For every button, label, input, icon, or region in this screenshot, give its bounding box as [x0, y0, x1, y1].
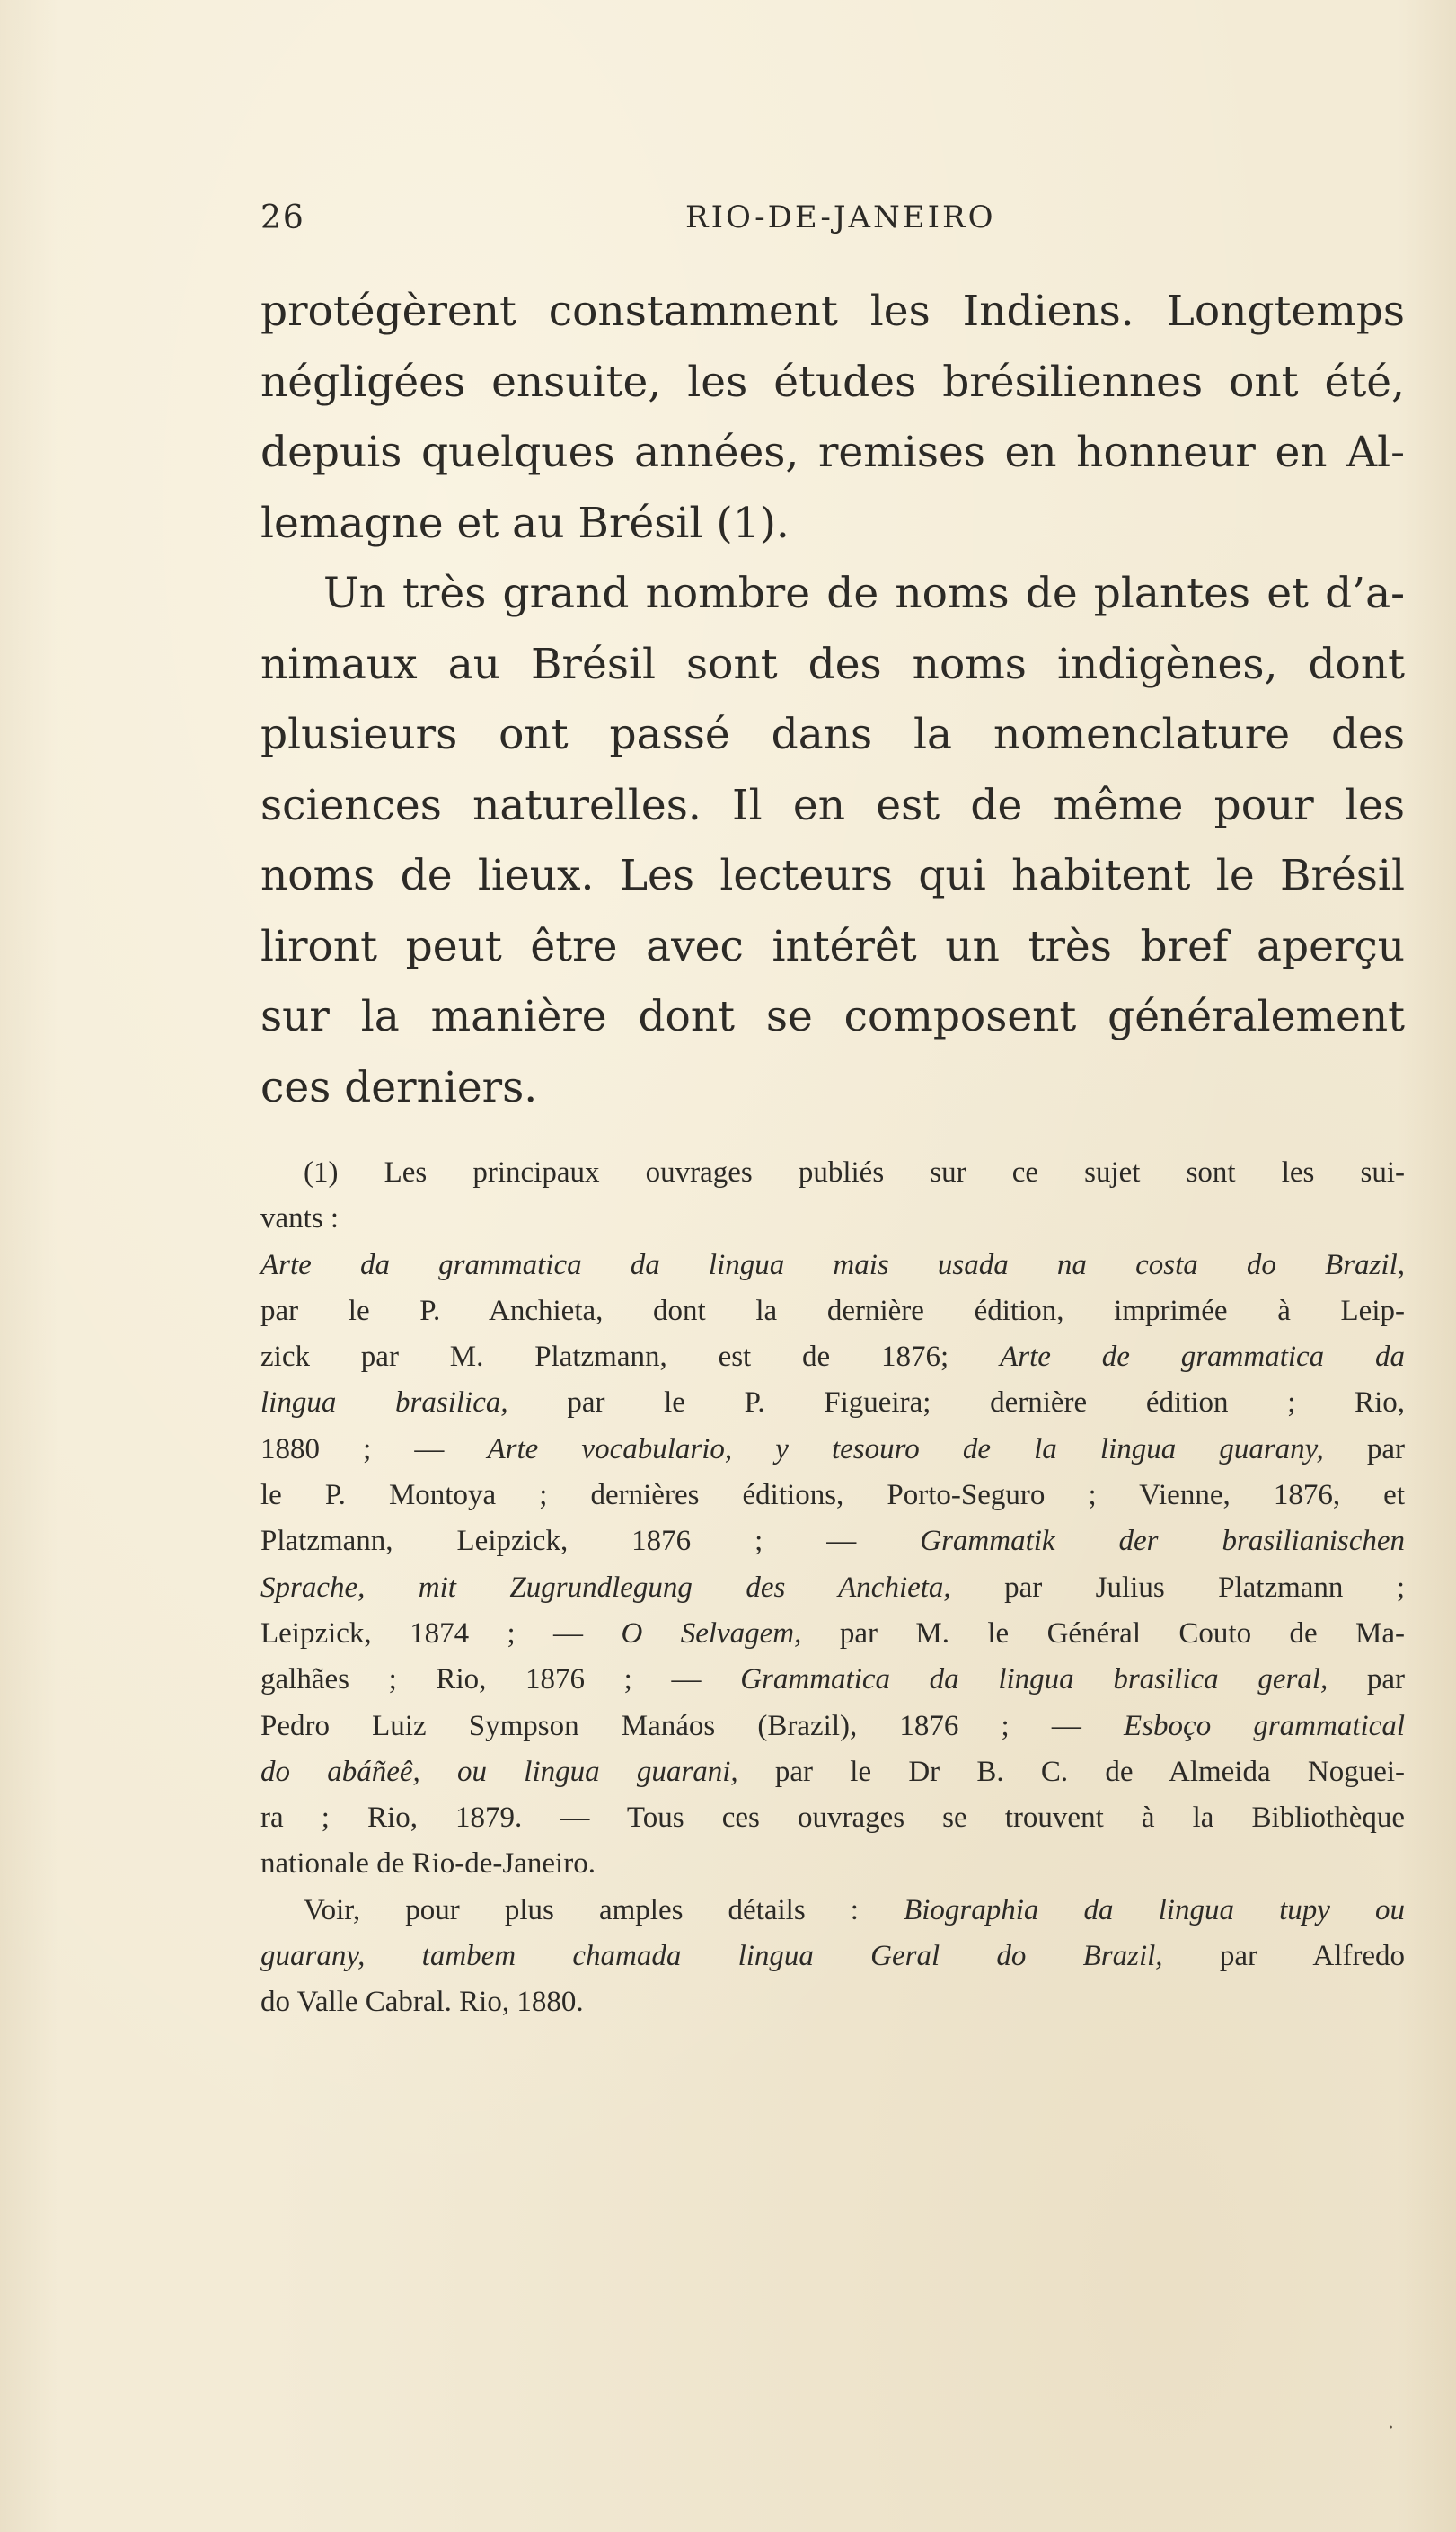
footnote-line	[260, 1334, 1405, 1380]
footnote-text: zick par M. Platzmann, est de 1876;	[260, 1341, 949, 1374]
text-line: protégèrent constamment les Indiens. Longtemps	[260, 287, 1405, 336]
footnote-text: Pedro Luiz Sympson Manáos (Brazil), 1876 ; —	[260, 1709, 1081, 1742]
text-line: lemagne et au Brésil (1).	[260, 498, 790, 548]
footnote-line: ra ; Rio, 1879. — Tous ces ouvrages se trouvent à la Bibliothèque	[260, 1802, 1405, 1835]
footnote-line: vants :	[260, 1202, 340, 1235]
footnote-text: Platzmann, Leipzick, 1876 ; —	[260, 1525, 857, 1558]
footnote-line	[260, 1704, 1405, 1749]
work-title: do abáñeê, ou lingua guarani,	[260, 1755, 738, 1788]
footnote-line	[260, 1565, 1405, 1611]
text-line: sciences naturelles. Il en est de même pour les	[260, 780, 1405, 830]
footnote-text: galhães ; Rio, 1876 ; —	[260, 1663, 702, 1696]
text-line: liront peut être avec intérêt un très bref aperçu	[260, 921, 1405, 971]
footnote-line	[260, 1243, 1405, 1288]
page-number: 26	[260, 199, 305, 236]
text-line: depuis quelques années, remises en honneur en Al-	[260, 428, 1405, 477]
running-title: RIO-DE-JANEIRO	[685, 199, 996, 235]
footnote-line	[260, 1611, 1405, 1657]
work-title: Biographia da lingua tupy ou	[904, 1893, 1406, 1926]
footnote-line: do Valle Cabral. Rio, 1880.	[260, 1986, 584, 2019]
text-line: sur la manière dont se composent généralement	[260, 992, 1405, 1041]
work-title: lingua brasilica,	[260, 1386, 508, 1420]
footnote-line	[260, 1749, 1405, 1795]
text-line: négligées ensuite, les études brésiliennes ont été,	[260, 357, 1405, 407]
footnote-text: par	[1366, 1663, 1406, 1696]
footnote-line	[260, 1657, 1405, 1703]
footnote-line	[260, 1518, 1405, 1564]
footnote-line	[260, 1427, 1405, 1473]
work-title: Arte da grammatica da lingua mais usada na costa do Brazil,	[260, 1248, 1405, 1281]
footnote-text: 1880 ; —	[260, 1432, 445, 1465]
footnote-text: par le Dr B. C. de Almeida Noguei-	[774, 1755, 1406, 1788]
footnote-line: nationale de Rio-de-Janeiro.	[260, 1847, 596, 1881]
stray-print-mark: ·	[1388, 2417, 1394, 2439]
text-line: ces derniers.	[260, 1062, 538, 1112]
text-line: plusieurs ont passé dans la nomenclature des	[260, 710, 1405, 759]
work-title: Sprache, mit Zugrundlegung des Anchieta,	[260, 1571, 951, 1604]
work-title: Arte vocabulario, y tesouro de la lingua guarany,	[487, 1432, 1324, 1465]
text-line: nimaux au Brésil sont des noms indigènes, dont	[260, 639, 1405, 689]
text-line: noms de lieux. Les lecteurs qui habitent le Brésil	[260, 851, 1405, 900]
text-line: Un très grand nombre de noms de plantes et d’a-	[323, 569, 1405, 618]
footnote-line: par le P. Anchieta, dont la dernière édition, imprimée à Leip-	[260, 1294, 1405, 1327]
footnote-text: par	[1366, 1432, 1406, 1465]
work-title: Grammatik der brasilianischen	[920, 1525, 1405, 1558]
footnote-text: par Julius Platzmann ;	[1004, 1571, 1405, 1604]
footnote-line	[260, 1888, 1405, 1934]
work-title: Grammatica da lingua brasilica geral,	[740, 1663, 1328, 1696]
work-title: Esboço grammatical	[1124, 1709, 1406, 1742]
footnote-text: Voir, pour plus amples détails :	[304, 1893, 859, 1926]
footnote-line	[260, 1380, 1405, 1426]
footnote-text: par Alfredo	[1219, 1940, 1405, 1973]
footnote-text: par le P. Figueira; dernière édition ; Rio,	[567, 1386, 1405, 1420]
running-head	[260, 199, 1410, 244]
footnote-line	[260, 1934, 1405, 1979]
footnote-line: le P. Montoya ; dernières éditions, Porto-Seguro ; Vienne, 1876, et	[260, 1479, 1405, 1512]
footnote-text: par M. le Général Couto de Ma-	[839, 1616, 1406, 1650]
main-text	[260, 277, 1405, 1123]
footnote-block	[260, 1150, 1405, 2026]
work-title: O Selvagem,	[621, 1616, 802, 1650]
work-title: guarany, tambem chamada lingua Geral do Brazil,	[260, 1940, 1163, 1973]
footnote-text: Leipzick, 1874 ; —	[260, 1616, 584, 1650]
work-title: Arte de grammatica da	[1000, 1341, 1406, 1374]
footnote-line: (1) Les principaux ouvrages publiés sur ce sujet sont les sui-	[304, 1156, 1405, 1189]
